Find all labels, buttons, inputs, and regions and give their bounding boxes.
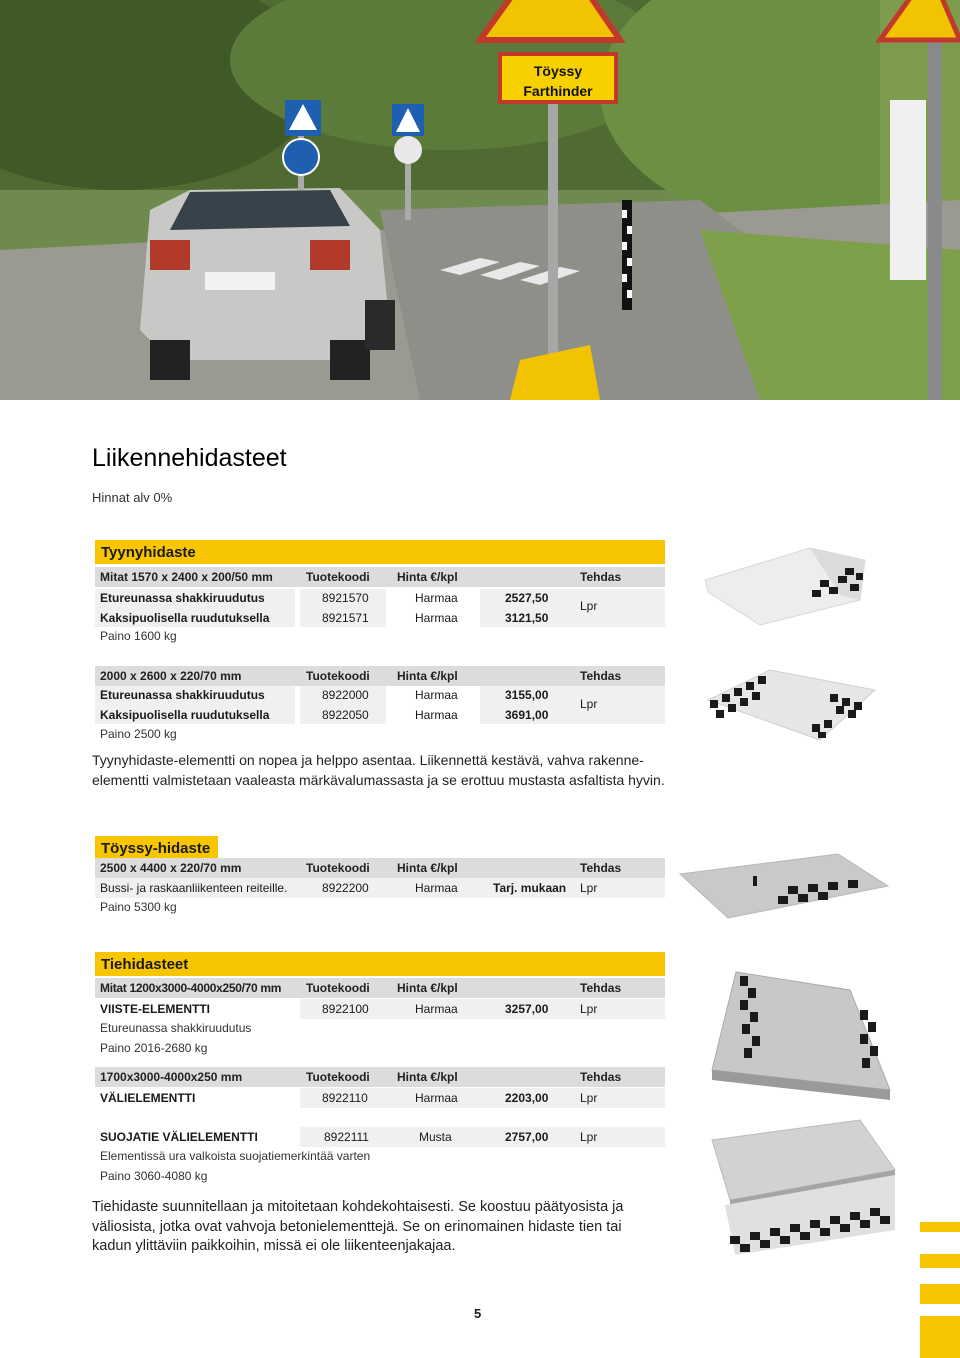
table-row [95,1127,665,1147]
row-description: Etureunassa shakkiruudutus [100,688,265,702]
row-price: 3691,00 [505,708,549,722]
page-title: Liikennehidasteet [92,444,287,472]
page-number: 5 [474,1306,482,1321]
sub-text: Etureunassa shakkiruudutus [100,1021,252,1035]
row-code: 8921570 [322,591,369,605]
row-price: 2527,50 [505,591,549,605]
row-code: 8922000 [322,688,369,702]
row-factory: Lpr [580,1130,598,1144]
row-description: Etureunassa shakkiruudutus [100,591,265,605]
row-price: 3155,00 [505,688,549,702]
row-color: Harmaa [415,1002,458,1016]
row-color: Musta [419,1130,452,1144]
hero-photo [0,0,960,400]
row-description: Kaksipuolisella ruudutuksella [100,708,270,722]
row-color: Harmaa [415,881,458,895]
section-title-tyynyhidaste: Tyynyhidaste [95,540,665,564]
row-factory: Lpr [580,1091,598,1105]
factory-value: Lpr [580,599,598,613]
product-image-toyssy [678,846,890,921]
table-header [95,1067,665,1087]
row-code: 8922100 [322,1002,369,1016]
header-price: Hinta €/kpl [397,861,458,875]
weight-text: Paino 2500 kg [100,727,177,741]
row-color: Harmaa [415,611,458,625]
decor-stripe [920,1316,960,1358]
header-price: Hinta €/kpl [397,1070,458,1084]
header-factory: Tehdas [580,861,622,875]
section-title-tiehidasteet: Tiehidasteet [95,952,665,976]
sign-text-1: Töyssy [533,63,583,79]
weight-text: Paino 1600 kg [100,629,177,643]
table-row [95,878,665,898]
car-illustration [140,188,395,380]
row-factory: Lpr [580,881,598,895]
row-description: VÄLIELEMENTTI [100,1091,196,1105]
header-dimensions: Mitat 1570 x 2400 x 200/50 mm [100,570,273,584]
header-code: Tuotekoodi [306,861,370,875]
decor-stripe [920,1222,960,1232]
table-row [95,999,665,1019]
row-factory: Lpr [580,1002,598,1016]
header-dimensions: 2000 x 2600 x 220/70 mm [100,669,242,683]
header-dimensions: 1700x3000-4000x250 mm [100,1070,243,1084]
sign-text-2: Farthinder [523,83,593,99]
row-description: SUOJATIE VÄLIELEMENTTI [100,1130,258,1144]
table-header [95,666,665,686]
row-description: VIISTE-ELEMENTTI [100,1002,211,1016]
product-image-tyyny-1 [700,540,870,630]
row-description: Kaksipuolisella ruudutuksella [100,611,270,625]
factory-value: Lpr [580,697,598,711]
header-factory: Tehdas [580,1070,622,1084]
table-header [95,858,665,878]
header-factory: Tehdas [580,570,622,584]
header-price: Hinta €/kpl [397,669,458,683]
row-code: 8922050 [322,708,369,722]
header-factory: Tehdas [580,981,622,995]
header-code: Tuotekoodi [306,981,370,995]
header-dimensions: Mitat 1200x3000-4000x250/70 mm [100,981,282,995]
row-code: 8922200 [322,881,369,895]
header-dimensions: 2500 x 4400 x 220/70 mm [100,861,242,875]
row-code: 8921571 [322,611,369,625]
header-price: Hinta €/kpl [397,570,458,584]
header-code: Tuotekoodi [306,570,370,584]
row-price: 2203,00 [505,1091,549,1105]
price-note: Hinnat alv 0% [92,490,173,505]
row-price: Tarj. mukaan [493,881,567,895]
row-description: Bussi- ja raskaanliikenteen reiteille. [100,881,288,895]
row-code: 8922110 [322,1091,368,1105]
header-factory: Tehdas [580,669,622,683]
row-price: 2757,00 [505,1130,549,1144]
weight-text: Paino 2016-2680 kg [100,1041,208,1055]
table-row [95,1088,665,1108]
row-color: Harmaa [415,708,458,722]
sub-text: Elementissä ura valkoista suojatiemerkintää varten [100,1149,371,1163]
tyynyhidaste-description: Tyynyhidaste-elementti on nopea ja helppo asentaa. Liikennettä kestävä, vahva rakenne-elementti valmistetaan vaaleasta märkävalumassasta ja se erottuu mustasta asfaltista hyvin. [92,752,665,788]
row-price: 3257,00 [505,1002,549,1016]
product-image-tiehidaste [700,960,900,1270]
row-code: 8922111 [324,1130,369,1144]
row-color: Harmaa [415,688,458,702]
header-code: Tuotekoodi [306,1070,370,1084]
decor-stripe [920,1254,960,1268]
header-code: Tuotekoodi [306,669,370,683]
table-header [95,567,665,587]
product-image-tyyny-2 [700,660,880,745]
table-header [95,978,665,998]
section-title-toyssy: Töyssy-hidaste [95,836,218,860]
row-color: Harmaa [415,1091,458,1105]
header-price: Hinta €/kpl [397,981,458,995]
weight-text: Paino 5300 kg [100,900,177,914]
decor-stripe [920,1284,960,1304]
row-price: 3121,50 [505,611,549,625]
row-color: Harmaa [415,591,458,605]
weight-text: Paino 3060-4080 kg [100,1169,208,1183]
tiehidasteet-description: Tiehidaste suunnitellaan ja mitoitetaan kohdekohtaisesti. Se koostuu päätyosista ja väliosista, jotka ovat vahvoja betonielementtejä. Se on erinomainen hidaste tien tai kadun ylittäviin paikkoihin, missä ei ole liikenteenjakajaa. [92,1199,624,1254]
